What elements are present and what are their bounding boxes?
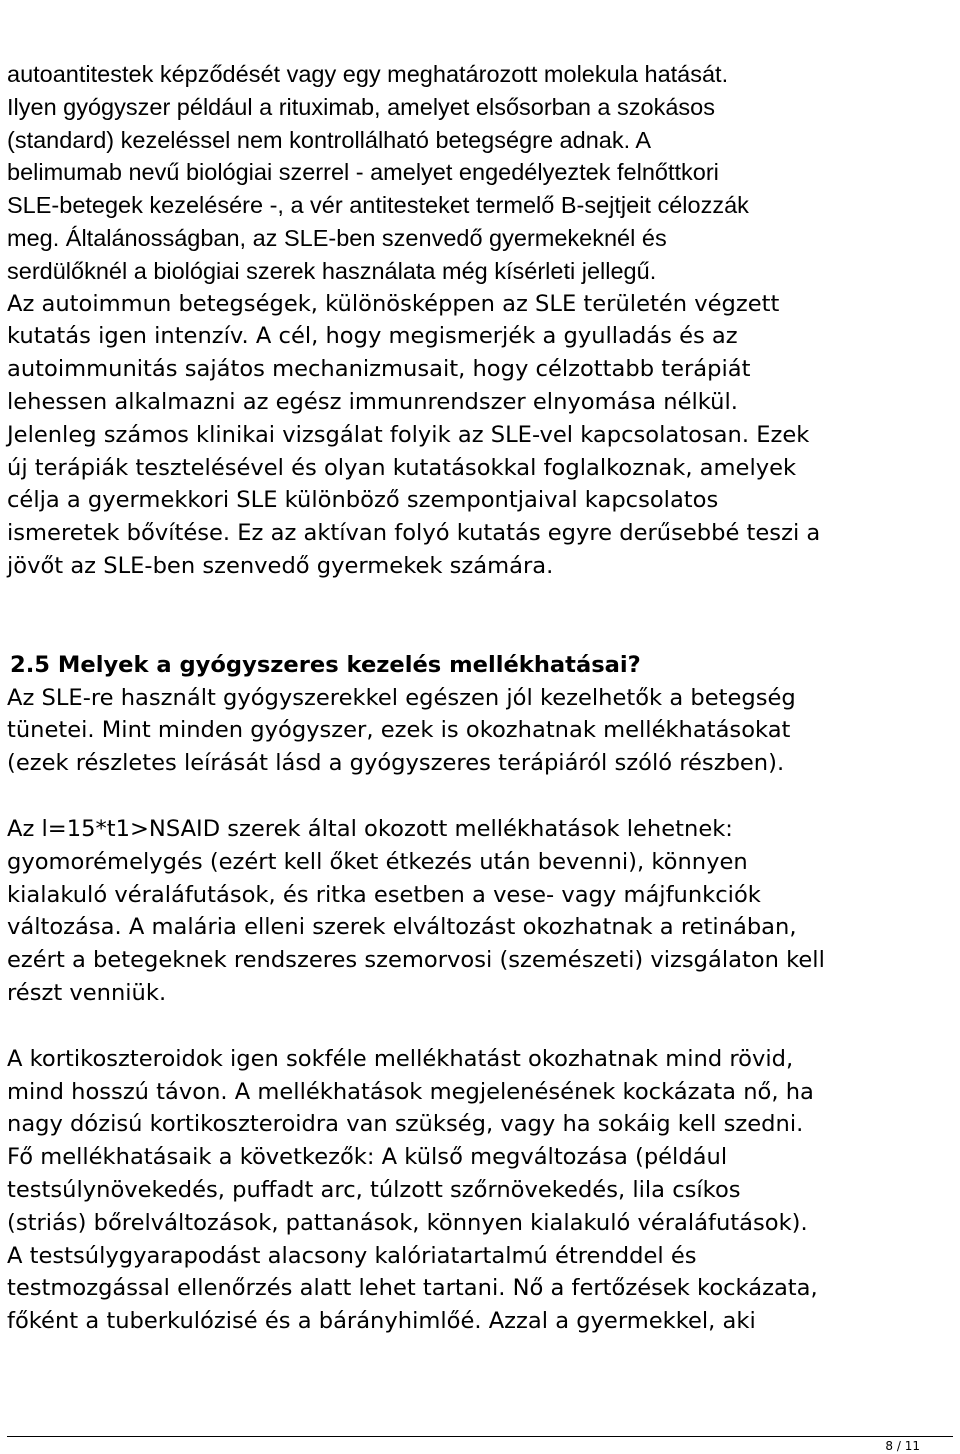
text-line: főként a tuberkulózisé és a bárányhimlőé. Azzal a gyermekkel, aki: [7, 1308, 756, 1335]
text-line: ismeretek bővítése. Ez az aktívan folyó kutatás egyre derűsebbé teszi a: [7, 520, 821, 547]
text-line: részt venniük.: [7, 979, 167, 1006]
text-line: Jelenleg számos klinikai vizsgálat folyik az SLE-vel kapcsolatosan. Ezek: [7, 421, 810, 448]
paragraph-biologic-therapy: [7, 58, 953, 583]
text-line: meg. Általánosságban, az SLE-ben szenvedő gyermekeknél és: [7, 224, 667, 251]
text-line: változása. A malária elleni szerek elváltozást okozhatnak a retinában,: [7, 914, 797, 941]
text-line: autoantitestek képződését vagy egy meghatározott molekula hatását.: [7, 61, 729, 87]
text-line: jövőt az SLE-ben szenvedő gyermekek számára.: [7, 552, 554, 579]
text-line: Az autoimmun betegségek, különösképpen az SLE területén végzett: [7, 290, 780, 317]
text-line: gyomorémelygés (ezért kell őket étkezés után bevenni), könnyen: [7, 848, 748, 875]
text-line: belimumab nevű biológiai szerrel - amelyet engedélyeztek felnőttkori: [7, 159, 719, 186]
paragraph-spacer: [7, 780, 953, 813]
document-page: [7, 58, 953, 1338]
paragraph-side-effects-intro: [7, 682, 953, 780]
text-line: SLE-betegek kezelésére -, a vér antitesteket termelő B-sejtjeit célozzák: [7, 192, 749, 219]
text-line: célja a gyermekkori SLE különböző szempontjaival kapcsolatos: [7, 487, 719, 514]
text-line: tünetei. Mint minden gyógyszer, ezek is okozhatnak mellékhatásokat: [7, 717, 791, 744]
text-line: A kortikoszteroidok igen sokféle mellékhatást okozhatnak mind rövid,: [7, 1045, 794, 1072]
text-line: testmozgással ellenőrzés alatt lehet tartani. Nő a fertőzések kockázata,: [7, 1275, 818, 1302]
text-line: Ilyen gyógyszer például a rituximab, amelyet elsősorban a szokásos: [7, 93, 715, 120]
text-line: új terápiák tesztelésével és olyan kutatásokkal foglalkoznak, amelyek: [7, 454, 797, 481]
text-line: kutatás igen intenzív. A cél, hogy megismerjék a gyulladás és az: [7, 323, 738, 350]
footer-divider: [7, 1436, 953, 1437]
text-line: testsúlynövekedés, puffadt arc, túlzott szőrnövekedés, lila csíkos: [7, 1176, 741, 1203]
text-line: mind hosszú távon. A mellékhatások megjelenésének kockázata nő, ha: [7, 1078, 814, 1105]
text-line: (standard) kezeléssel nem kontrollálható betegségre adnak. A: [7, 126, 652, 153]
section-spacer: [7, 583, 953, 649]
text-line: Az l=15*t1>NSAID szerek által okozott mellékhatások lehetnek:: [7, 815, 733, 842]
paragraph-corticosteroid-side-effects: [7, 1043, 953, 1338]
paragraph-spacer: [7, 1010, 953, 1043]
paragraph-nsaid-side-effects: [7, 813, 953, 1010]
text-line: lehessen alkalmazni az egész immunrendszer elnyomása nélkül.: [7, 388, 738, 415]
text-line: autoimmunitás sajátos mechanizmusait, hogy célzottabb terápiát: [7, 356, 751, 383]
text-line: nagy dózisú kortikoszteroidra van szükség, vagy ha sokáig kell szedni.: [7, 1111, 804, 1138]
text-line: (ezek részletes leírását lásd a gyógyszeres terápiáról szóló részben).: [7, 750, 785, 777]
text-line: (striás) bőrelváltozások, pattanások, könnyen kialakuló véraláfutások).: [7, 1209, 808, 1236]
page-number: 8 / 11: [885, 1439, 920, 1453]
text-line: serdülőknél a biológiai szerek használata még kísérleti jellegű.: [7, 257, 657, 284]
text-line: Az SLE-re használt gyógyszerekkel egészen jól kezelhetők a betegség: [7, 684, 796, 711]
text-line: Fő mellékhatásaik a következők: A külső megváltozása (például: [7, 1144, 728, 1171]
text-line: ezért a betegeknek rendszeres szemorvosi (szemészeti) vizsgálaton kell: [7, 947, 825, 974]
text-line: kialakuló véraláfutások, és ritka esetben a vese- vagy májfunkciók: [7, 881, 761, 908]
section-heading: 2.5 Melyek a gyógyszeres kezelés mellékhatásai?: [10, 651, 641, 678]
text-line: A testsúlygyarapodást alacsony kalóriatartalmú étrenddel és: [7, 1242, 697, 1269]
